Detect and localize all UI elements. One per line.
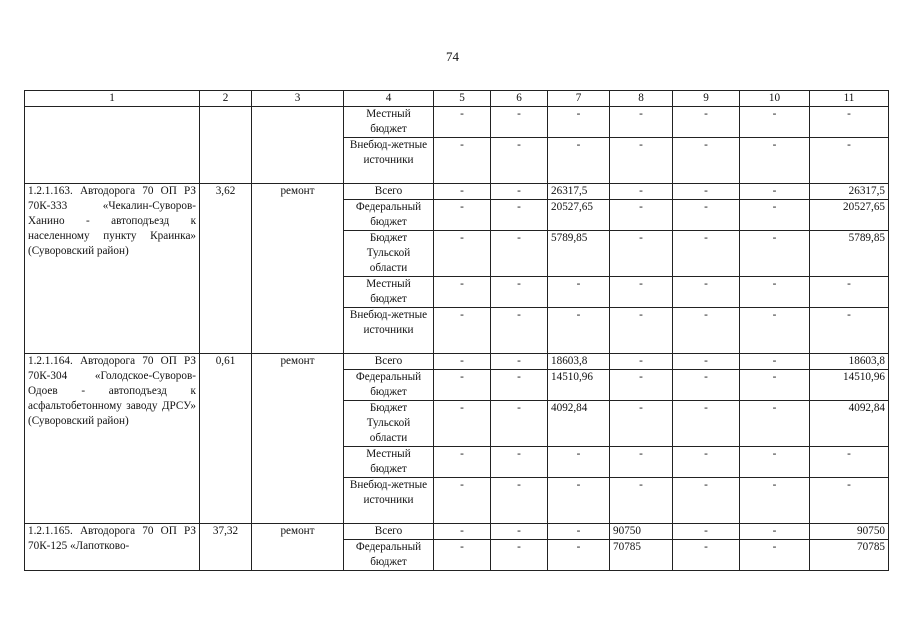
value-cell-c9: - xyxy=(673,138,740,184)
value-cell-c10: - xyxy=(740,401,810,447)
value-cell-c7: 5789,85 xyxy=(548,231,610,277)
value-cell-c8: - xyxy=(610,107,673,138)
value-cell-c5: - xyxy=(434,524,491,540)
column-header: 3 xyxy=(252,91,344,107)
value-cell-c9: - xyxy=(673,107,740,138)
value-cell-c8: 70785 xyxy=(610,540,673,571)
funding-source-cell: Внебюд-жетные источники xyxy=(344,308,434,354)
object-name-cell: 1.2.1.165. Автодорога 70 ОП РЗ 70К-125 «Лапотково- xyxy=(25,524,200,571)
value-cell-c7: 26317,5 xyxy=(548,184,610,200)
value-cell-c5: - xyxy=(434,447,491,478)
funding-source-cell: Всего xyxy=(344,354,434,370)
funding-source-cell: Бюджет Тульской области xyxy=(344,401,434,447)
value-cell-c10: - xyxy=(740,478,810,524)
value-cell-c8: - xyxy=(610,401,673,447)
value-cell-c11: 90750 xyxy=(810,524,889,540)
value-cell-c6: - xyxy=(491,308,548,354)
value-cell-c11: - xyxy=(810,308,889,354)
value-cell-c10: - xyxy=(740,184,810,200)
funding-source-cell: Бюджет Тульской области xyxy=(344,231,434,277)
length-cell: 3,62 xyxy=(200,184,252,354)
value-cell-c9: - xyxy=(673,200,740,231)
column-header: 5 xyxy=(434,91,491,107)
value-cell-c7: - xyxy=(548,540,610,571)
column-header: 9 xyxy=(673,91,740,107)
value-cell-c6: - xyxy=(491,231,548,277)
funding-source-cell: Внебюд-жетные источники xyxy=(344,478,434,524)
value-cell-c6: - xyxy=(491,277,548,308)
value-cell-c11: 20527,65 xyxy=(810,200,889,231)
table-header-row xyxy=(25,91,889,107)
value-cell-c10: - xyxy=(740,231,810,277)
value-cell-c7: - xyxy=(548,308,610,354)
value-cell-c7: - xyxy=(548,478,610,524)
value-cell-c7: 20527,65 xyxy=(548,200,610,231)
value-cell-c8: - xyxy=(610,184,673,200)
value-cell-c6: - xyxy=(491,447,548,478)
value-cell-c6: - xyxy=(491,184,548,200)
budget-table xyxy=(24,90,889,571)
value-cell-c11: - xyxy=(810,107,889,138)
value-cell-c5: - xyxy=(434,308,491,354)
column-header: 6 xyxy=(491,91,548,107)
value-cell-c11: - xyxy=(810,277,889,308)
value-cell-c7: 18603,8 xyxy=(548,354,610,370)
work-type-cell: ремонт xyxy=(252,184,344,354)
length-cell: 0,61 xyxy=(200,354,252,524)
length-cell: 37,32 xyxy=(200,524,252,571)
value-cell-c8: - xyxy=(610,231,673,277)
funding-source-cell: Федеральный бюджет xyxy=(344,370,434,401)
funding-source-cell: Всего xyxy=(344,184,434,200)
value-cell-c6: - xyxy=(491,524,548,540)
value-cell-c8: - xyxy=(610,277,673,308)
value-cell-c11: 26317,5 xyxy=(810,184,889,200)
value-cell-c5: - xyxy=(434,478,491,524)
column-header: 11 xyxy=(810,91,889,107)
page-number: 74 xyxy=(446,49,459,64)
column-header: 2 xyxy=(200,91,252,107)
value-cell-c5: - xyxy=(434,200,491,231)
column-header: 4 xyxy=(344,91,434,107)
value-cell-c6: - xyxy=(491,200,548,231)
value-cell-c5: - xyxy=(434,370,491,401)
value-cell-c9: - xyxy=(673,401,740,447)
value-cell-c11: - xyxy=(810,447,889,478)
value-cell-c8: - xyxy=(610,478,673,524)
table-row xyxy=(25,354,889,370)
value-cell-c9: - xyxy=(673,277,740,308)
value-cell-c11: 14510,96 xyxy=(810,370,889,401)
value-cell-c8: - xyxy=(610,354,673,370)
column-header: 7 xyxy=(548,91,610,107)
column-header: 10 xyxy=(740,91,810,107)
object-name-cell: 1.2.1.163. Автодорога 70 ОП РЗ 70К-333 «Чекалин-Суворов-Ханино - автоподъезд к населенному пункту Краинка» (Суворовский район) xyxy=(25,184,200,354)
value-cell-c7: - xyxy=(548,277,610,308)
value-cell-c10: - xyxy=(740,277,810,308)
value-cell-c9: - xyxy=(673,478,740,524)
column-header: 8 xyxy=(610,91,673,107)
value-cell-c6: - xyxy=(491,540,548,571)
value-cell-c5: - xyxy=(434,107,491,138)
value-cell-c9: - xyxy=(673,231,740,277)
value-cell-c8: - xyxy=(610,138,673,184)
value-cell-c11: 18603,8 xyxy=(810,354,889,370)
value-cell-c7: 4092,84 xyxy=(548,401,610,447)
funding-source-cell: Местный бюджет xyxy=(344,447,434,478)
value-cell-c10: - xyxy=(740,200,810,231)
value-cell-c9: - xyxy=(673,447,740,478)
funding-source-cell: Федеральный бюджет xyxy=(344,200,434,231)
work-type-cell xyxy=(252,107,344,184)
value-cell-c5: - xyxy=(434,138,491,184)
funding-source-cell: Местный бюджет xyxy=(344,277,434,308)
value-cell-c5: - xyxy=(434,401,491,447)
value-cell-c6: - xyxy=(491,107,548,138)
work-type-cell: ремонт xyxy=(252,524,344,571)
value-cell-c8: 90750 xyxy=(610,524,673,540)
table-row xyxy=(25,184,889,200)
value-cell-c9: - xyxy=(673,354,740,370)
table-row xyxy=(25,107,889,138)
value-cell-c5: - xyxy=(434,184,491,200)
value-cell-c7: - xyxy=(548,447,610,478)
value-cell-c9: - xyxy=(673,370,740,401)
value-cell-c5: - xyxy=(434,354,491,370)
value-cell-c9: - xyxy=(673,184,740,200)
value-cell-c8: - xyxy=(610,308,673,354)
value-cell-c11: 70785 xyxy=(810,540,889,571)
funding-source-cell: Внебюд-жетные источники xyxy=(344,138,434,184)
table-row xyxy=(25,524,889,540)
value-cell-c7: - xyxy=(548,107,610,138)
value-cell-c7: - xyxy=(548,138,610,184)
value-cell-c8: - xyxy=(610,370,673,401)
funding-source-cell: Всего xyxy=(344,524,434,540)
value-cell-c5: - xyxy=(434,277,491,308)
value-cell-c6: - xyxy=(491,138,548,184)
funding-source-cell: Местный бюджет xyxy=(344,107,434,138)
value-cell-c10: - xyxy=(740,447,810,478)
value-cell-c10: - xyxy=(740,540,810,571)
value-cell-c5: - xyxy=(434,540,491,571)
value-cell-c10: - xyxy=(740,354,810,370)
object-name-cell: 1.2.1.164. Автодорога 70 ОП РЗ 70К-304 «Голодское-Суворов-Одоев - автоподъезд к асфальтобетонному заводу ДРСУ» (Суворовский район) xyxy=(25,354,200,524)
value-cell-c7: - xyxy=(548,524,610,540)
column-header: 1 xyxy=(25,91,200,107)
value-cell-c5: - xyxy=(434,231,491,277)
value-cell-c9: - xyxy=(673,540,740,571)
value-cell-c10: - xyxy=(740,370,810,401)
value-cell-c11: 4092,84 xyxy=(810,401,889,447)
value-cell-c6: - xyxy=(491,401,548,447)
value-cell-c11: - xyxy=(810,138,889,184)
value-cell-c11: 5789,85 xyxy=(810,231,889,277)
length-cell xyxy=(200,107,252,184)
value-cell-c9: - xyxy=(673,308,740,354)
value-cell-c10: - xyxy=(740,138,810,184)
value-cell-c6: - xyxy=(491,370,548,401)
value-cell-c10: - xyxy=(740,308,810,354)
value-cell-c9: - xyxy=(673,524,740,540)
value-cell-c11: - xyxy=(810,478,889,524)
funding-source-cell: Федеральный бюджет xyxy=(344,540,434,571)
value-cell-c10: - xyxy=(740,524,810,540)
work-type-cell: ремонт xyxy=(252,354,344,524)
value-cell-c8: - xyxy=(610,200,673,231)
value-cell-c6: - xyxy=(491,354,548,370)
value-cell-c7: 14510,96 xyxy=(548,370,610,401)
value-cell-c10: - xyxy=(740,107,810,138)
value-cell-c8: - xyxy=(610,447,673,478)
value-cell-c6: - xyxy=(491,478,548,524)
object-name-cell xyxy=(25,107,200,184)
